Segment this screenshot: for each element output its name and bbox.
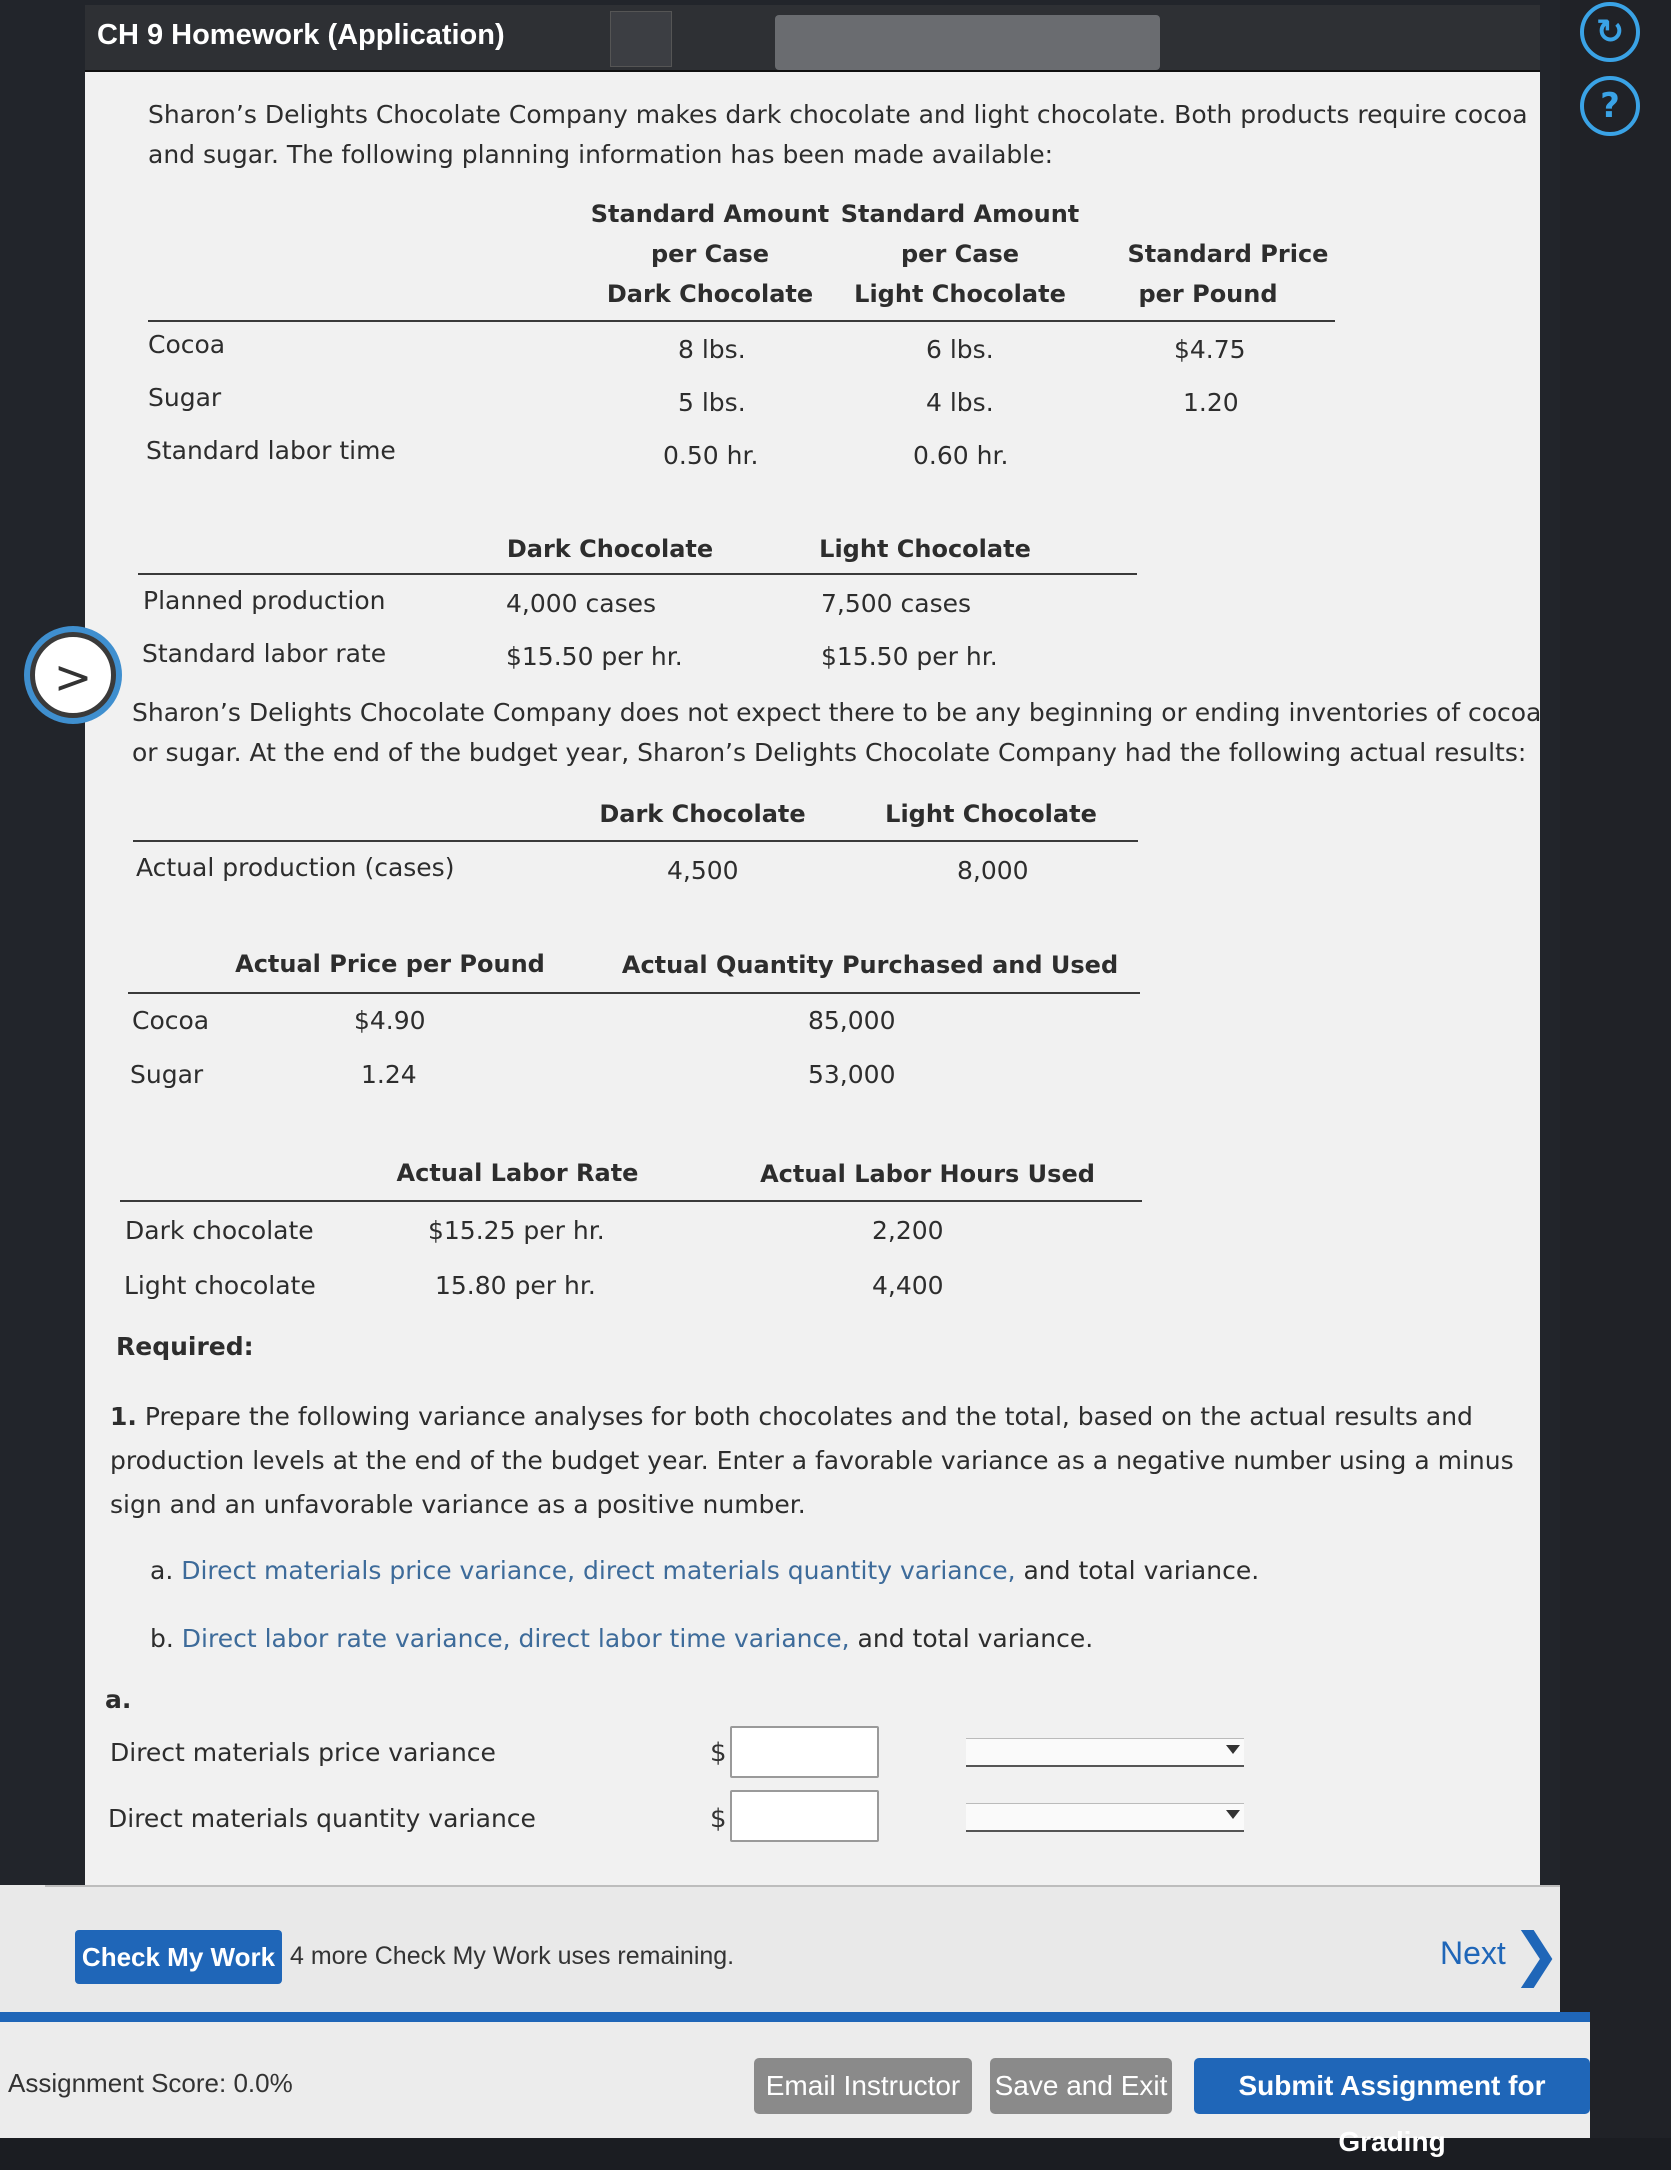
header-plan-dark: Dark Chocolate [506,535,714,563]
score-label: Assignment Score: [8,2068,227,2098]
required-item-1 [110,1395,1530,1527]
tab-separator [610,11,672,67]
part-a-rest: and total variance. [1023,1556,1260,1585]
sugar-std-price: 1.20 [1183,388,1239,417]
header-std-price-1: Standard Price [1127,240,1329,268]
sugar-light-std: 4 lbs. [926,388,994,417]
row-label-labor-time: Standard labor time [146,436,396,465]
header-std-light-1: Standard Amount [840,200,1080,228]
chevron-right-icon[interactable]: ❯ [1512,1920,1561,1988]
footer-accent-line [0,2012,1590,2022]
table-rule [133,840,1138,842]
check-remaining-text: 4 more Check My Work uses remaining. [290,1942,735,1970]
labor-time-dark: 0.50 hr. [663,441,759,470]
answer-label-price-variance: Direct materials price variance [110,1738,496,1767]
header-actual-price: Actual Price per Pound [235,950,545,978]
divider [45,1885,1560,1887]
help-icon[interactable]: ? [1580,76,1640,136]
header-actual-labor-rate: Actual Labor Rate [396,1159,639,1187]
part-b-prefix: b. [150,1624,174,1653]
header-std-light-3: Light Chocolate [854,280,1066,308]
price-variance-select[interactable] [966,1738,1244,1767]
table-rule [120,1200,1142,1202]
header-plan-light: Light Chocolate [819,535,1031,563]
header-std-dark-2: per Case [650,240,770,268]
expand-panel-button[interactable]: > [30,632,116,718]
table-rule [128,992,1140,994]
part-b-rest: and total variance. [857,1624,1094,1653]
right-toolbar [1560,0,1671,2138]
part-a-prefix: a. [150,1556,174,1585]
required-part-b [150,1624,1093,1653]
labor-time-light: 0.60 hr. [913,441,1009,470]
required-item-text: Prepare the following variance analyses for both chocolates and the total, based on the actual results and production levels at the end of the budget year. Enter a favorable variance as a negative number using a minus sign and an unfavorable variance as a positive number. [110,1402,1514,1519]
planned-light: 7,500 cases [821,589,972,618]
currency-symbol: $ [710,1804,727,1834]
header-actual-light: Light Chocolate [885,800,1097,828]
save-and-exit-button[interactable]: Save and Exit [990,2058,1172,2114]
planned-dark: 4,000 cases [506,589,657,618]
actual-production-dark: 4,500 [667,856,739,885]
next-link[interactable]: Next [1440,1935,1506,1971]
header-actual-labor-hours: Actual Labor Hours Used [760,1160,1095,1188]
std-rate-dark: $15.50 per hr. [506,642,683,671]
actual-results-intro: Sharon’s Delights Chocolate Company does not expect there to be any beginning or ending inventories of cocoa or sugar. At the end of the budget year, Sharon’s Delights Chocolate Company had the following actual results: [132,698,1542,767]
chevron-down-icon [1226,1745,1240,1754]
std-rate-light: $15.50 per hr. [821,642,998,671]
row-label-cocoa: Cocoa [148,330,226,359]
required-item-number: 1. [110,1402,137,1431]
row-label-planned-production: Planned production [143,586,386,615]
header-actual-qty: Actual Quantity Purchased and Used [621,951,1119,979]
row-label-std-labor-rate: Standard labor rate [142,639,387,668]
row-label-light-labor: Light chocolate [124,1271,316,1300]
cocoa-dark-std: 8 lbs. [678,335,746,364]
required-heading: Required: [116,1332,254,1361]
required-part-a [150,1556,1259,1585]
row-label-cocoa-actual: Cocoa [132,1006,210,1035]
submit-assignment-button[interactable]: Submit Assignment for Grading [1194,2058,1590,2114]
row-label-sugar: Sugar [148,383,222,412]
part-b-link-text: Direct labor rate variance, direct labor time variance, [181,1624,850,1653]
answer-label-quantity-variance: Direct materials quantity variance [108,1804,536,1833]
chevron-down-icon [1226,1810,1240,1819]
window-title: CH 9 Homework (Application) [97,19,505,51]
score-value: 0.0% [233,2068,293,2098]
light-labor-rate: 15.80 per hr. [435,1271,596,1300]
table-rule [148,320,1335,322]
sugar-actual-price: 1.24 [361,1060,417,1089]
quantity-variance-input[interactable] [730,1790,879,1842]
title-bar [85,5,1540,72]
assignment-score [8,2068,293,2099]
cocoa-actual-qty: 85,000 [808,1006,896,1035]
header-std-dark-3: Dark Chocolate [606,280,814,308]
cocoa-std-price: $4.75 [1174,335,1246,364]
answer-section-label: a. [105,1685,132,1714]
price-variance-input[interactable] [730,1726,879,1778]
sugar-actual-qty: 53,000 [808,1060,896,1089]
light-labor-hours: 4,400 [872,1271,944,1300]
cocoa-actual-price: $4.90 [354,1006,426,1035]
email-instructor-button[interactable]: Email Instructor [754,2058,972,2114]
actual-production-light: 8,000 [957,856,1029,885]
header-std-dark-1: Standard Amount [590,200,830,228]
header-std-light-2: per Case [900,240,1020,268]
row-label-actual-production: Actual production (cases) [136,853,455,882]
part-a-link-text: Direct materials price variance, direct materials quantity variance, [181,1556,1016,1585]
header-actual-dark: Dark Chocolate [599,800,806,828]
sugar-dark-std: 5 lbs. [678,388,746,417]
quantity-variance-select[interactable] [966,1803,1244,1832]
blurred-tab [775,15,1160,70]
intro-text: Sharon’s Delights Chocolate Company makes dark chocolate and light chocolate. Both products require cocoa and sugar. The following planning information has been made available: [148,100,1528,169]
table-rule [138,573,1137,575]
row-label-dark-labor: Dark chocolate [125,1216,314,1245]
cocoa-light-std: 6 lbs. [926,335,994,364]
refresh-icon[interactable]: ↻ [1580,2,1640,62]
currency-symbol: $ [710,1738,727,1768]
dark-labor-rate: $15.25 per hr. [428,1216,605,1245]
check-my-work-button[interactable]: Check My Work [75,1930,282,1984]
row-label-sugar-actual: Sugar [130,1060,204,1089]
header-std-price-2: per Pound [1138,280,1278,308]
dark-labor-hours: 2,200 [872,1216,944,1245]
